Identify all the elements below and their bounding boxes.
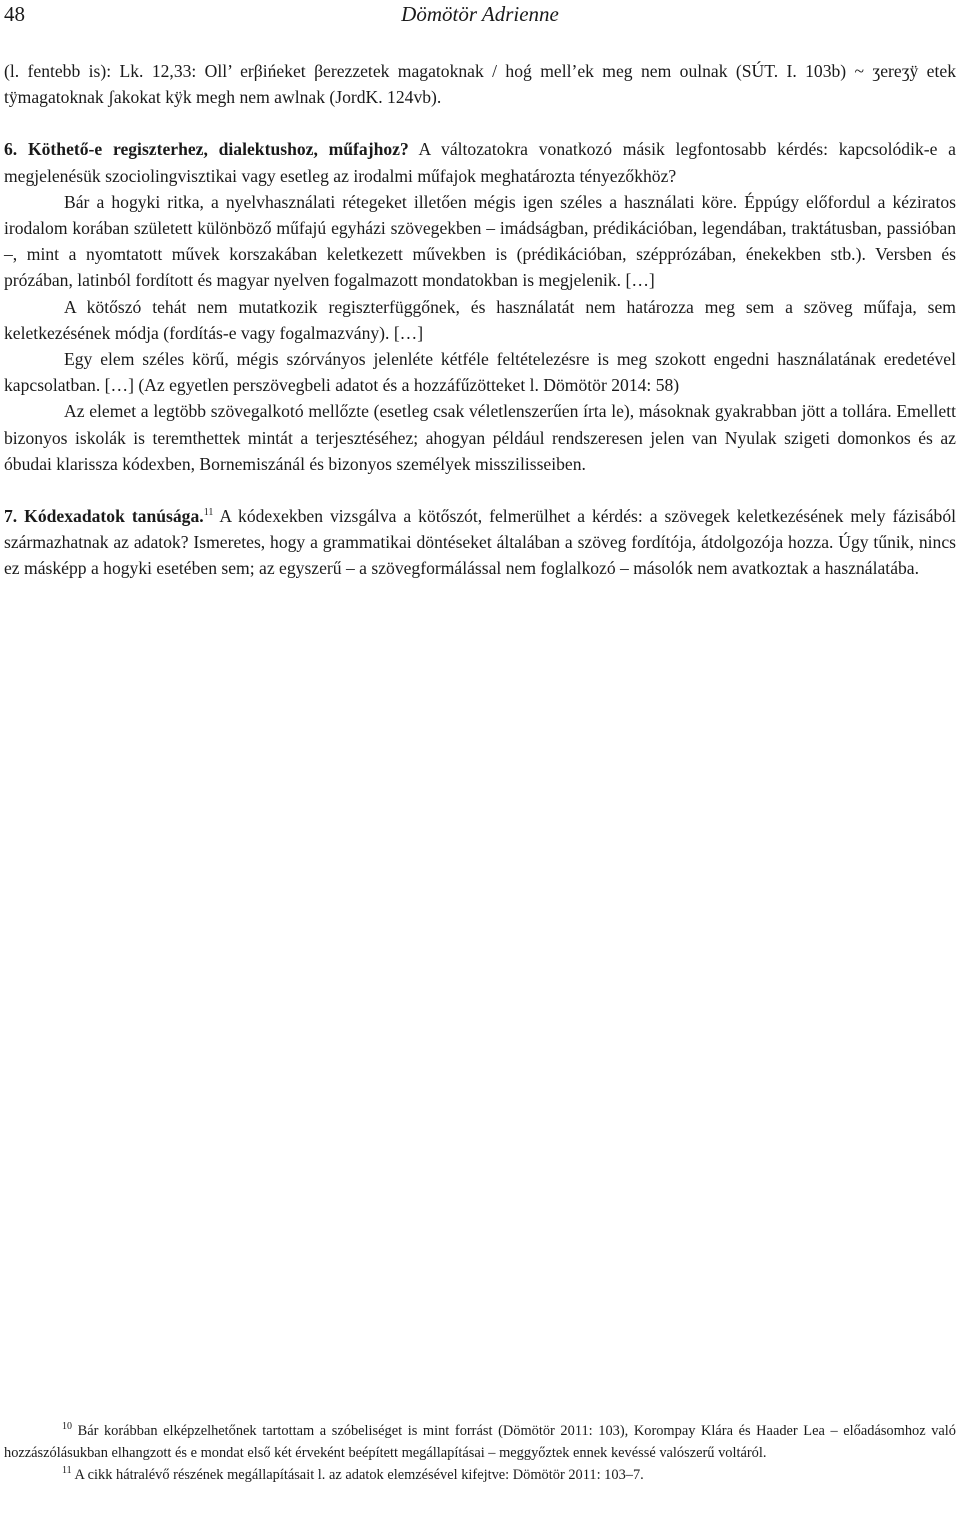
- footnote-text: Bár korábban elképzelhetőnek tartottam a szóbeliséget is mint forrást (Dömötör 2011: 103), Korompay Klára és Haader Lea – előadásomhoz való hozzászólásukban elhangzott és e mondat első két érveként beépített megállapításai – meggyőztek ennek kevéssé valószerű voltáról.: [4, 1423, 956, 1461]
- running-head: Dömötör Adrienne: [401, 2, 559, 26]
- paragraph-continued: (l. fentebb is): Lk. 12,33: Oll’ erβińeket βerezzetek magatoknak / hoǵ mell’ek meg nem oulnak (SÚT. I. 103b) ~ ʒereʒÿ etek tÿmagatoknak ʃakokat kÿk megh nem awlnak (JordK. 124vb).: [4, 61, 956, 108]
- paragraph: Az elemet a legtöbb szövegalkotó mellőzte (esetleg csak véletlenszerűen írta le), másoknak gyakrabban jött a tollára. Emellett bizonyos iskolák is teremthettek mintát a terjesztéséhez; ahogyan például rendszeresen jelen van Nyulak szigeti domonkos és az óbudai klarissza kódexben, Bornemiszánál és bizonyos személyek misszilisseiben.: [4, 401, 956, 474]
- footnote-number: 11: [62, 1465, 72, 1477]
- page-number: 48: [4, 2, 25, 26]
- footnote-11: [4, 1464, 956, 1486]
- footnote-10: [4, 1420, 956, 1464]
- body-text: [4, 58, 956, 582]
- paragraph: Egy elem széles körű, mégis szórványos jelenléte kétféle feltételezésre is meg szokott engedni használatának eredetével kapcsolatban. […] (Az egyetlen perszövegbeli adatot és a hozzáfűzötteket l. Dömötör 2014: 58): [4, 349, 956, 396]
- footnote-ref-11[interactable]: 11: [203, 507, 214, 519]
- section-7-title: 7. Kódexadatok tanúsága.: [4, 506, 204, 527]
- footnote-number: 10: [62, 1421, 72, 1433]
- footnotes: [4, 1420, 956, 1486]
- section-7: [4, 503, 956, 582]
- page-header: [4, 2, 956, 30]
- section-7-text: A kódexekben vizsgálva a kötőszót, felmerülhet a kérdés: a szövegek keletkezésének mely fázisából származhatnak az adatok? Ismeretes, hogy a grammatikai döntéseket általában a szöveg fordítója, átdolgozója hozza. Úgy tűnik, nincs ez másképp a hogyki esetében sem; az egyszerű – a szövegformálással nem foglalkozó – másolók nem avatkoztak a használatába.: [4, 506, 957, 579]
- section-6: [4, 136, 956, 188]
- section-6-text: A változatokra vonatkozó másik legfontosabb kérdés: kapcsolódik-e a megjelenésük szociolingvisztikai vagy esetleg az irodalmi műfajok meghatározta tényezőkhöz?: [4, 139, 956, 186]
- section-6-title: 6. Köthető-e regiszterhez, dialektushoz, műfajhoz?: [4, 139, 409, 160]
- footnote-text: A cikk hátralévő részének megállapításait l. az adatok elemzésével kifejtve: Dömötör 2011: 103–7.: [74, 1467, 644, 1483]
- paragraph: Bár a hogyki ritka, a nyelvhasználati rétegeket illetően mégis igen széles a használati köre. Éppúgy előfordul a kéziratos irodalom korában született különböző műfajú egyházi szövegekben – imádságban, prédikációban, legendában, traktátusban, passióban –, mint a nyomtatott művek korszakában keletkezett művekben is (prédikációban, szépprózában, énekekben stb.). Versben és prózában, latinból fordított és magyar nyelven fogalmazott mondatokban is megjelenik. […]: [4, 191, 956, 291]
- paragraph: A kötőszó tehát nem mutatkozik regiszterfüggőnek, és használatát nem határozza meg sem a szöveg műfaja, sem keletkezésének módja (fordítás-e vagy fogalmazvány). […]: [4, 296, 956, 343]
